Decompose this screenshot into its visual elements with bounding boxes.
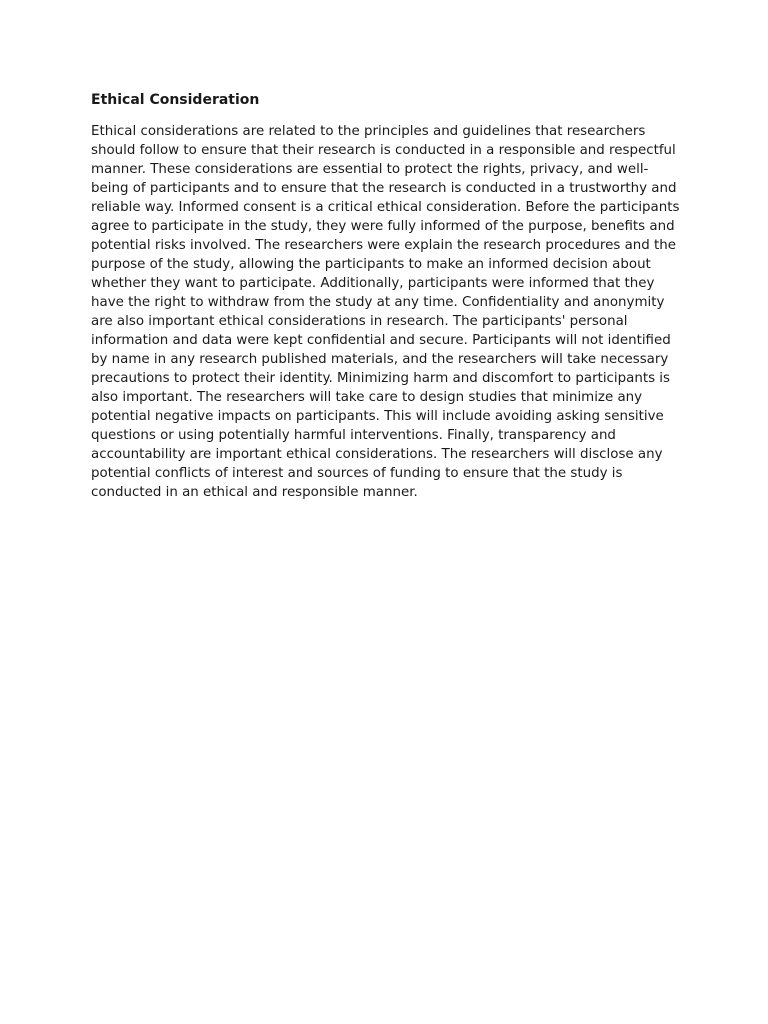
document-content <box>91 91 681 502</box>
body-paragraph: Ethical considerations are related to the principles and guidelines that researchers should follow to ensure that their research is conducted in a responsible and respectful manner. These considerations are essential to protect the rights, privacy, and well-being of participants and to ensure that the research is conducted in a trustworthy and reliable way. Informed consent is a critical ethical consideration. Before the participants agree to participate in the study, they were fully informed of the purpose, benefits and potential risks involved. The researchers were explain the research procedures and the purpose of the study, allowing the participants to make an informed decision about whether they want to participate. Additionally, participants were informed that they have the right to withdraw from the study at any time. Confidentiality and anonymity are also important ethical considerations in research. The participants' personal information and data were kept confidential and secure. Participants will not identified by name in any research published materials, and the researchers will take necessary precautions to protect their identity. Minimizing harm and discomfort to participants is also important. The researchers will take care to design studies that minimize any potential negative impacts on participants. This will include avoiding asking sensitive questions or using potentially harmful interventions. Finally, transparency and accountability are important ethical considerations. The researchers will disclose any potential conflicts of interest and sources of funding to ensure that the study is conducted in an ethical and responsible manner. <box>91 124 680 500</box>
section-heading: Ethical Consideration <box>91 92 260 108</box>
